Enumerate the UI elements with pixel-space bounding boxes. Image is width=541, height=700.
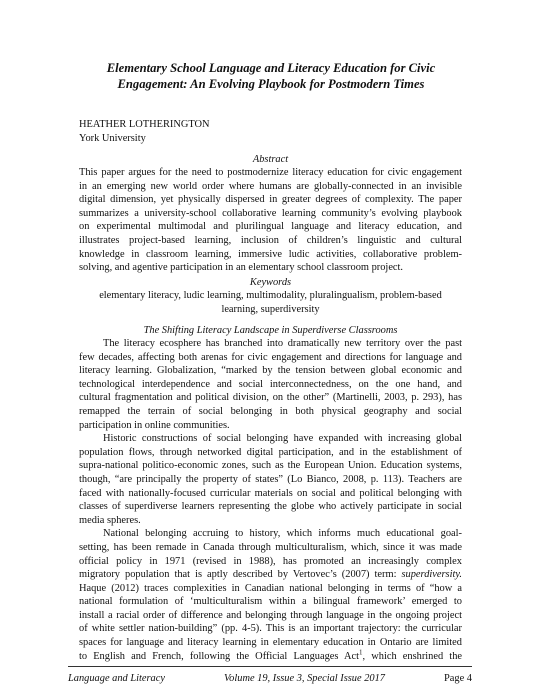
body-line: technological interdependence and social interconnectedness, on the one hand, and bbox=[79, 378, 462, 390]
abstract-body bbox=[79, 166, 462, 275]
body-line: Historic constructions of social belonging have expanded with increasing global bbox=[103, 433, 462, 445]
body-line: national formulation of ‘multiculturalism within a bilingual framework’ emerged to bbox=[79, 596, 462, 608]
page-footer bbox=[68, 666, 472, 685]
body-line-text: , which enshrined the bbox=[362, 650, 462, 662]
body-line: cultural fragmentation and political division, on the other” (Martinelli, 2003, p. 293), has bbox=[79, 392, 462, 404]
abstract-line: in an emerging new world order where humans are globally-connected in an invisible bbox=[79, 180, 462, 192]
body-line: of white settler nation-building” (pp. 4-5). This is an important trajectory: the curricular bbox=[79, 623, 462, 635]
italic-term: superdiversity. bbox=[401, 569, 462, 581]
section-heading: The Shifting Literacy Landscape in Superdiverse Classrooms bbox=[143, 325, 398, 336]
body-line: National belonging accruing to history, which informs much educational goal- bbox=[103, 528, 462, 540]
title-line: Elementary School Language and Literacy Education for Civic bbox=[106, 61, 436, 75]
body-line: literacy learning. Globalization, “marked by the tension between global economic and bbox=[79, 365, 462, 377]
body-line-text: migratory population that is aptly described by Vertovec’s (2007) term: bbox=[79, 569, 402, 581]
body-line bbox=[79, 650, 462, 664]
body-line: few decades, affecting both arenas for civic engagement and directions for language and bbox=[79, 351, 462, 363]
footnote-marker: 1 bbox=[359, 648, 363, 657]
body-line: spaces for language and literacy learning in elementary education in Ontario are limited bbox=[79, 637, 462, 649]
body-line: faced with nationally-focused curricular materials on social and political belonging with bbox=[79, 487, 462, 499]
title-line: Engagement: An Evolving Playbook for Postmodern Times bbox=[117, 77, 425, 91]
body-line: population flows, through networked digital participation, and in the establishment of bbox=[79, 446, 462, 458]
abstract-line: knowledge in classroom learning, immersive ludic activities, collaborative problem- bbox=[79, 248, 462, 260]
keywords-line: learning, superdiversity bbox=[221, 303, 320, 315]
body-line: media spheres. bbox=[79, 514, 141, 526]
body-line: install a racial order of difference and belonging through language in the ongoing project bbox=[79, 609, 462, 621]
body-line: though, “are principally the property of states” (Lo Bianco, 2008, p. 113). Teachers are bbox=[79, 473, 462, 485]
abstract-line: on experimental multimodal and plurilingual language and literacy education, and bbox=[79, 221, 462, 233]
abstract-line: solving, and agentive participation in an elementary school classroom project. bbox=[79, 262, 404, 274]
body-line bbox=[79, 568, 462, 582]
keywords-heading: Keywords bbox=[249, 277, 292, 288]
body-line: classes of superdiverse learners representing the globe who actively participate in social bbox=[79, 501, 462, 513]
footer-page-number: Page 4 bbox=[443, 673, 472, 684]
abstract-heading: Abstract bbox=[252, 154, 289, 165]
body-line: official policy in 1971 (revised in 1988), has promoted an increasingly complex bbox=[79, 555, 462, 567]
body-line: Haque (2012) traces complexities in Canadian national belonging in terms of “how a bbox=[79, 582, 462, 594]
author-block bbox=[79, 118, 210, 145]
body-text bbox=[79, 337, 462, 663]
keywords-line: elementary literacy, ludic learning, multimodality, pluralingualism, problem-based bbox=[99, 290, 442, 301]
paper-title bbox=[60, 60, 482, 92]
body-line: supra-national politico-economic zones, such as the European Union. Education systems, bbox=[79, 460, 462, 472]
footer-journal: Language and Literacy bbox=[68, 673, 165, 684]
abstract-line: illustrates project-based learning, inclusion of children’s linguistic and cultural bbox=[79, 234, 462, 246]
footer-issue: Volume 19, Issue 3, Special Issue 2017 bbox=[223, 673, 385, 684]
author-name: HEATHER LOTHERINGTON bbox=[79, 119, 210, 130]
body-line: participation in online communities. bbox=[79, 419, 230, 431]
abstract-line: digital dimension, yet physically dispersed in greater degrees of complexity. The paper bbox=[79, 194, 462, 206]
body-line: The literacy ecosphere has branched into dramatically new territory over the past bbox=[103, 338, 462, 349]
author-affiliation: York University bbox=[79, 132, 146, 144]
abstract-line: This paper argues for the need to postmodernize literacy education for civic engagement bbox=[79, 167, 462, 178]
body-line-text: to English and French, following the Official Languages Act bbox=[79, 650, 360, 662]
body-line: setting, has been remade in Canada through multiculturalism, which, since it was made bbox=[79, 541, 462, 553]
body-line: remapped the terrain of social belonging in both physical geography and social bbox=[79, 405, 462, 417]
keywords-body bbox=[79, 289, 462, 316]
abstract-line: summarizes a university-school collaborative learning community’s evolving playbook bbox=[79, 207, 462, 219]
